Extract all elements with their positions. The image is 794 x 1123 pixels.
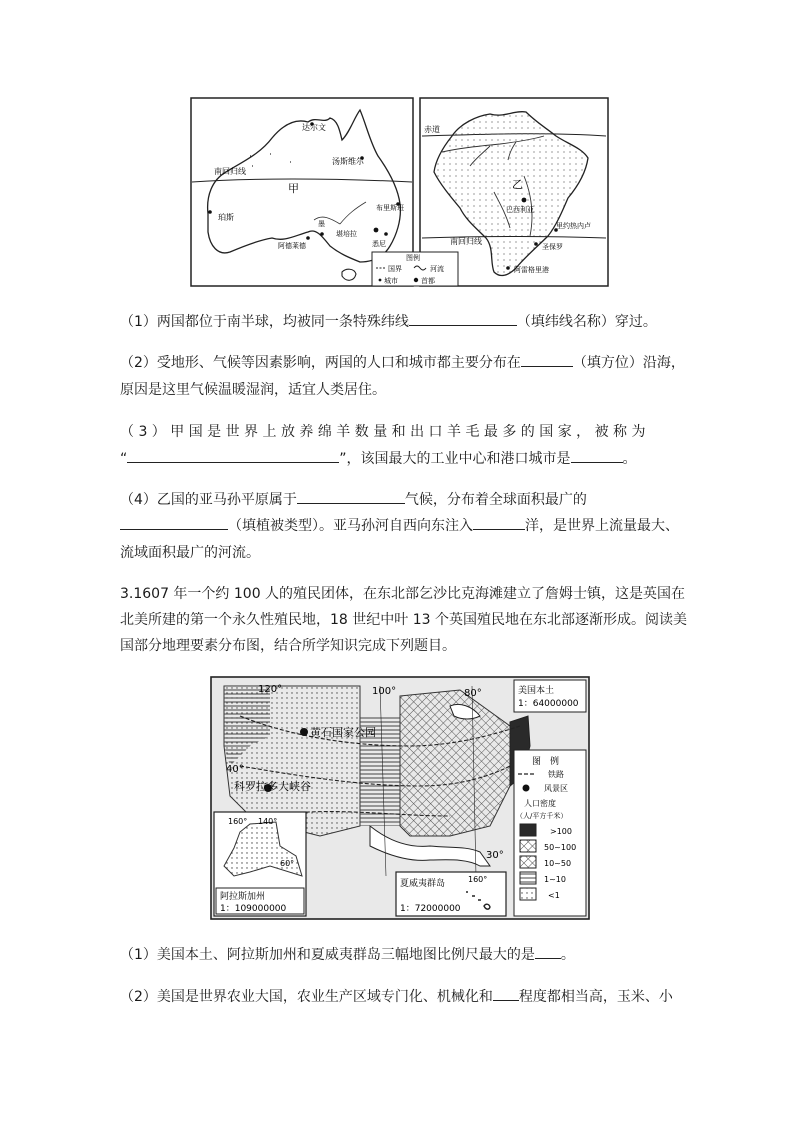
legend-border: 国界 [388,265,402,273]
label-brisbane: 布里斯班 [376,204,404,212]
label-lon-120: 120° [258,684,283,695]
question-2-4-line1: （4）乙国的亚马孙平原属于 气候，分布着全球面积最广的 [120,487,676,513]
label-canberra: 堪培拉 [336,230,357,238]
answer-blank[interactable] [120,513,228,530]
hawaii-title: 夏威夷群岛 [400,879,446,889]
alaska-scale: 1：109000000 [220,904,287,914]
answer-blank[interactable] [535,942,561,959]
answer-blank[interactable] [127,446,339,463]
legend2-density-unit: （人/平方千米） [516,812,568,820]
legend2-d5: <1 [548,891,560,900]
question-2-3-line2: “ ”，该国最大的工业中心和港口城市是 。 [120,446,676,472]
question-2-4-line2: （填植被类型）。亚马孙河自西向东注入 洋，是世界上流量最大、 [120,513,676,539]
label-lon-80: 80° [464,688,482,699]
question-2-4-line3: 流域面积最广的河流。 [120,545,260,561]
legend2-d3: 10~50 [544,859,572,868]
legend-title: 图例 [406,254,420,262]
answer-blank[interactable] [297,487,405,504]
question-2-1: （1）两国都位于南半球，均被同一条特殊纬线 （填纬线名称）穿过。 [120,309,676,335]
label-sydney: 悉尼 [372,240,386,248]
capital-dot-canberra [374,228,379,233]
label-rio: 里约热内卢 [556,222,591,230]
label-adelaide: 阿德莱德 [278,242,306,250]
label-lat-40: 40° [226,764,244,775]
answer-blank[interactable] [493,984,519,1001]
mainland-title: 美国本土 [518,686,555,696]
label-tropic-au: 南回归线 [214,167,246,176]
mainland-scale: 1：64000000 [518,699,579,709]
label-townsville: 汤斯维尔 [332,157,364,166]
scenic-yellowstone-dot [300,728,308,736]
city-dot-sao-paulo [534,242,538,246]
label-sao-paulo: 圣保罗 [542,243,563,251]
legend-city: 城市 [384,277,398,285]
capital-dot-brasilia [522,198,527,203]
australia-brazil-map-figure [190,96,610,288]
label-melbourne: 墨 [318,220,325,228]
label-lon-100: 100° [372,686,397,697]
city-dot-sydney [384,232,388,236]
question-2-2-line1: （2）受地形、气候等因素影响，两国的人口和城市都主要分布在 （填方位）沿海， [120,350,676,376]
label-alaska-160: 160° [228,817,248,826]
label-country-yi: 乙 [512,178,523,191]
label-country-jia: 甲 [288,182,299,195]
city-dot-melbourne [320,232,324,236]
map2-legend [514,750,586,916]
answer-blank[interactable] [473,513,525,530]
answer-blank[interactable] [571,446,623,463]
label-perth: 珀斯 [218,213,234,222]
usa-map-figure [210,676,590,920]
hawaii-scale: 1：72000000 [400,904,461,914]
city-dot-adelaide [306,236,310,240]
legend2-density-title: 人口密度 [524,799,556,808]
hawaii-inset [396,872,506,916]
label-equator: 赤道 [424,125,440,134]
label-brasilia: 巴西利亚 [506,206,534,214]
answer-blank[interactable] [521,350,573,367]
label-porto-alegre: 阿雷格里港 [514,266,549,274]
q3-intro-line3: 国部分地理要素分布图，结合所学知识完成下列题目。 [120,638,456,654]
q3-question-1: （1）美国本土、阿拉斯加州和夏威夷群岛三幅地图比例尺最大的是 。 [120,942,676,968]
map1-legend [372,252,458,286]
q3-question-2: （2）美国是世界农业大国，农业生产区域专门化、机械化和 程度都相当高，玉米、小 [120,984,676,1010]
answer-blank[interactable] [409,309,517,326]
city-dot-porto-alegre [506,266,510,270]
q3-intro-line1: 3.1607 年一个约 100 人的殖民团体，在东北部乞沙比克海滩建立了詹姆士镇，这是英国在 [120,586,686,602]
question-2-2-line2: 原因是这里气候温暖湿润，适宜人类居住。 [120,382,386,398]
mainland-title-box [514,680,586,712]
label-alaska-60: 60° [280,859,295,868]
label-lat-30: 30° [486,850,504,861]
alaska-title: 阿拉斯加州 [220,892,266,902]
label-hawaii-160: 160° [468,875,488,884]
legend2-scenic: 风景区 [544,784,568,793]
label-tropic-br: 南回归线 [450,237,482,246]
legend-river: 河流 [430,265,444,273]
label-alaska-140: 140° [258,817,278,826]
label-darwin: 达尔文 [302,123,326,132]
city-dot-perth [208,210,212,214]
alaska-inset [214,812,306,916]
legend-capital: 首都 [421,277,435,285]
legend2-railway: 铁路 [548,770,564,779]
legend2-title: 图 例 [532,757,560,767]
legend2-d4: 1~10 [544,875,566,884]
q3-intro-line2: 北美所建的第一个永久性殖民地，18 世纪中叶 13 个英国殖民地在东北部逐渐形成。阅读美 [120,612,687,628]
legend2-d2: 50~100 [544,843,577,852]
question-2-3-line1: （ 3 ） 甲 国 是 世 界 上 放 养 绵 羊 数 量 和 出 口 羊 毛 最 多 的 国 家 ， 被 称 为 [120,424,646,440]
label-yellowstone: 黄石国家公园 [310,726,376,739]
label-grand-canyon: 科罗拉多大峡谷 [234,780,311,793]
legend2-d1: >100 [550,827,572,836]
